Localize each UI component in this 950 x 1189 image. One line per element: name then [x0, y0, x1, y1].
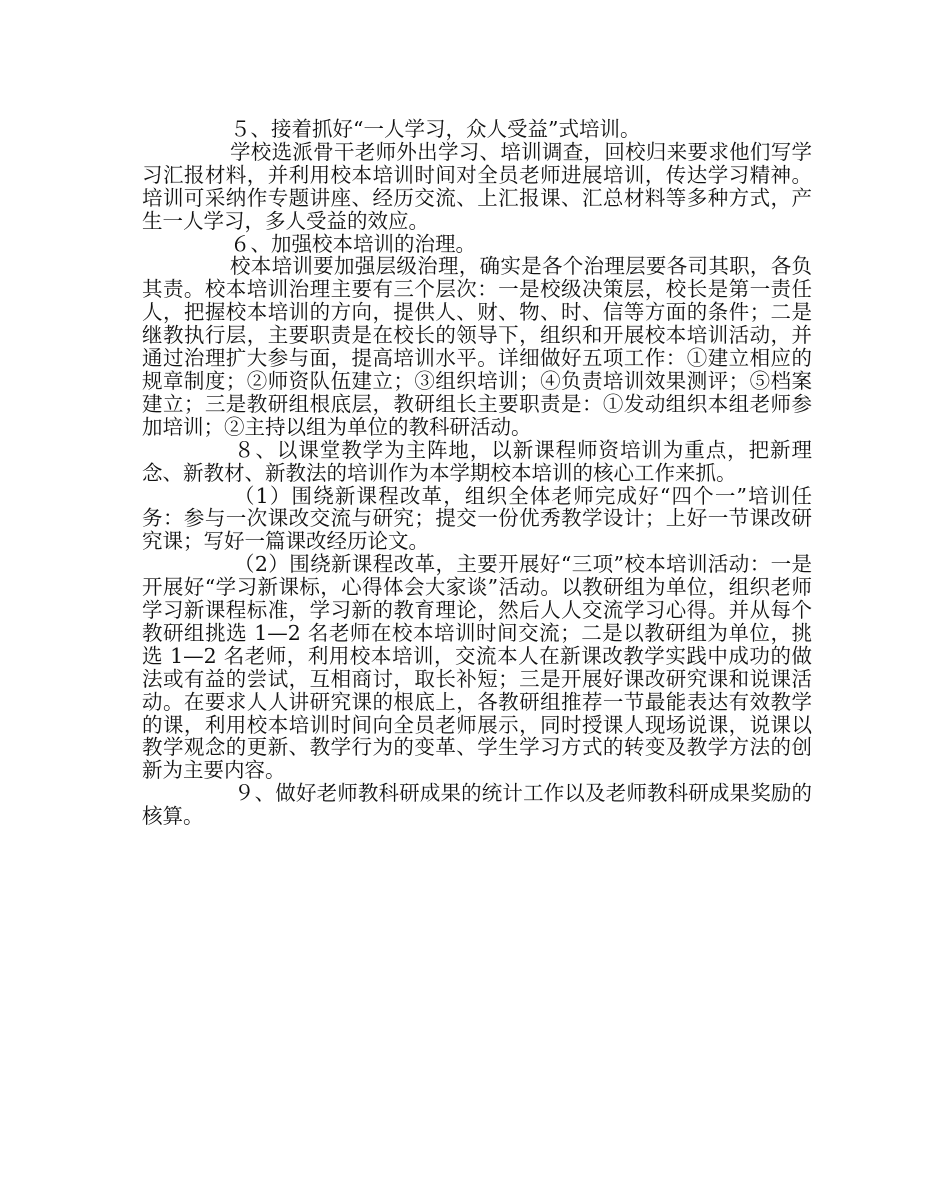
paragraph-heading-6: ６、加强校本培训的治理。	[230, 231, 476, 256]
document-body	[142, 118, 812, 828]
paragraph-heading-5: ５、接着抓好“一人学习，众人受益”式培训。	[230, 117, 641, 141]
paragraph-item-2: （2）围绕新课程改革，主要开展好“三项”校本培训活动：一是开展好“学习新课标，心得体会大家谈”活动。以教研组为单位，组织老师学习新课程标准，学习新的教育理论，然后人人交流学习心得。并从每个教研组挑选 1—2 名老师在校本培训时间交流；二是以教研组为单位，挑选 1—2 名老师，利用校本培训，交流本人在新课改教学实践中成功的做法或有益的尝试，互相商讨，取长补短；三是开展好课改研究课和说课活动。在要求人人讲研究课的根底上，各教研组推荐一节最能表达有效教学的课，利用校本培训时间向全员老师展示，同时授课人现场说课，说课以教学观念的更新、教学行为的变革、学生学习方式的转变及教学方法的创新为主要内容。	[142, 552, 812, 783]
paragraph-heading-8: ８、以课堂教学为主阵地，以新课程师资培训为重点，把新理念、新教材、新教法的培训作为本学期校本培训的核心工作来抓。	[142, 437, 812, 485]
paragraph-management-levels: 校本培训要加强层级治理，确实是各个治理层要各司其职，各负其责。校本培训治理主要有三个层次：一是校级决策层，校长是第一责任人，把握校本培训的方向，提供人、财、物、时、信等方面的条件；二是继教执行层，主要职责是在校长的领导下，组织和开展校本培训活动，并通过治理扩大参与面，提高培训水平。详细做好五项工作：①建立相应的规章制度；②师资队伍建立；③组织培训；④负责培训效果测评；⑤档案建立；三是教研组根底层，教研组长主要职责是：①发动组织本组老师参加培训；②主持以组为单位的教科研活动。	[142, 254, 812, 439]
paragraph-heading-9: ９、做好老师教科研成果的统计工作以及老师教科研成果奖励的核算。	[142, 781, 812, 829]
paragraph-training-dissemination: 学校选派骨干老师外出学习、培训调查，回校归来要求他们写学习汇报材料，并利用校本培训时间对全员老师进展培训，传达学习精神。培训可采纳作专题讲座、经历交流、上汇报课、汇总材料等多种方式，产生一人学习，多人受益的效应。	[142, 139, 812, 233]
paragraph-item-1: （1）围绕新课程改革，组织全体老师完成好“四个一”培训任务：参与一次课改交流与研究；提交一份优秀教学设计；上好一节课改研究课；写好一篇课改经历论文。	[142, 483, 812, 554]
